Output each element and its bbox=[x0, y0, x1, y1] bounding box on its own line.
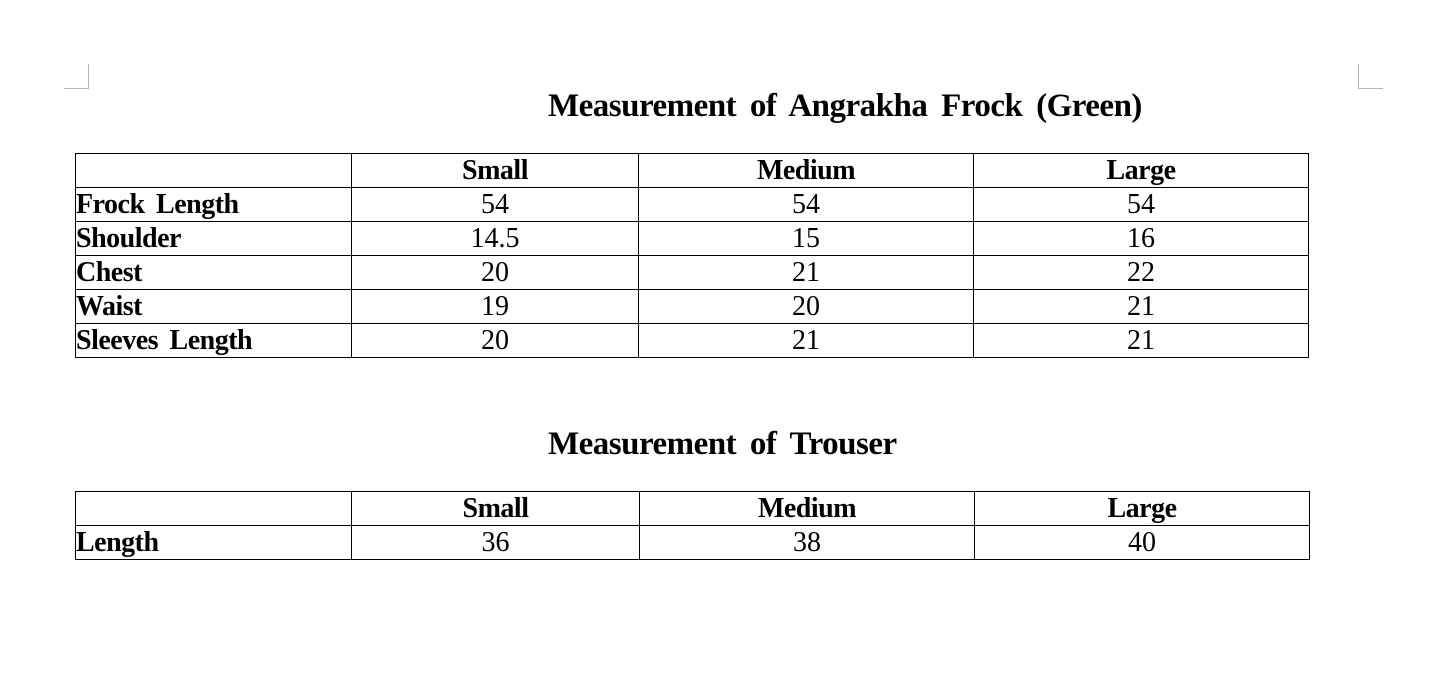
value-small: 19 bbox=[352, 290, 639, 324]
table-header-row bbox=[76, 154, 1309, 188]
column-header-small: Small bbox=[352, 154, 639, 188]
column-header-large: Large bbox=[974, 154, 1309, 188]
row-label: Shoulder bbox=[76, 222, 352, 256]
row-label: Frock Length bbox=[76, 188, 352, 222]
value-large: 16 bbox=[974, 222, 1309, 256]
trouser-measurement-table bbox=[75, 491, 1310, 560]
value-small: 54 bbox=[352, 188, 639, 222]
page-corner-mark-top-left bbox=[64, 64, 89, 89]
column-header-small: Small bbox=[352, 492, 640, 526]
value-medium: 21 bbox=[639, 324, 974, 358]
value-small: 20 bbox=[352, 324, 639, 358]
row-label: Sleeves Length bbox=[76, 324, 352, 358]
value-small: 14.5 bbox=[352, 222, 639, 256]
value-large: 21 bbox=[974, 290, 1309, 324]
value-small: 36 bbox=[352, 526, 640, 560]
value-medium: 21 bbox=[639, 256, 974, 290]
header-empty-cell bbox=[76, 492, 352, 526]
page-corner-mark-top-right bbox=[1358, 64, 1383, 89]
value-medium: 54 bbox=[639, 188, 974, 222]
value-large: 21 bbox=[974, 324, 1309, 358]
table-row-waist bbox=[76, 290, 1309, 324]
table-row-frock-length bbox=[76, 188, 1309, 222]
value-medium: 20 bbox=[639, 290, 974, 324]
table-row-shoulder bbox=[76, 222, 1309, 256]
value-small: 20 bbox=[352, 256, 639, 290]
header-empty-cell bbox=[76, 154, 352, 188]
table-row-chest bbox=[76, 256, 1309, 290]
value-large: 54 bbox=[974, 188, 1309, 222]
value-medium: 15 bbox=[639, 222, 974, 256]
trouser-table-title: Measurement of Trouser bbox=[548, 426, 897, 462]
column-header-medium: Medium bbox=[639, 154, 974, 188]
frock-measurement-table bbox=[75, 153, 1309, 358]
value-large: 22 bbox=[974, 256, 1309, 290]
row-label: Waist bbox=[76, 290, 352, 324]
column-header-large: Large bbox=[975, 492, 1310, 526]
value-medium: 38 bbox=[640, 526, 975, 560]
row-label: Length bbox=[76, 526, 352, 560]
column-header-medium: Medium bbox=[640, 492, 975, 526]
table-row-sleeves-length bbox=[76, 324, 1309, 358]
table-row-length bbox=[76, 526, 1310, 560]
value-large: 40 bbox=[975, 526, 1310, 560]
table-header-row bbox=[76, 492, 1310, 526]
frock-table-title: Measurement of Angrakha Frock (Green) bbox=[548, 88, 1142, 124]
row-label: Chest bbox=[76, 256, 352, 290]
